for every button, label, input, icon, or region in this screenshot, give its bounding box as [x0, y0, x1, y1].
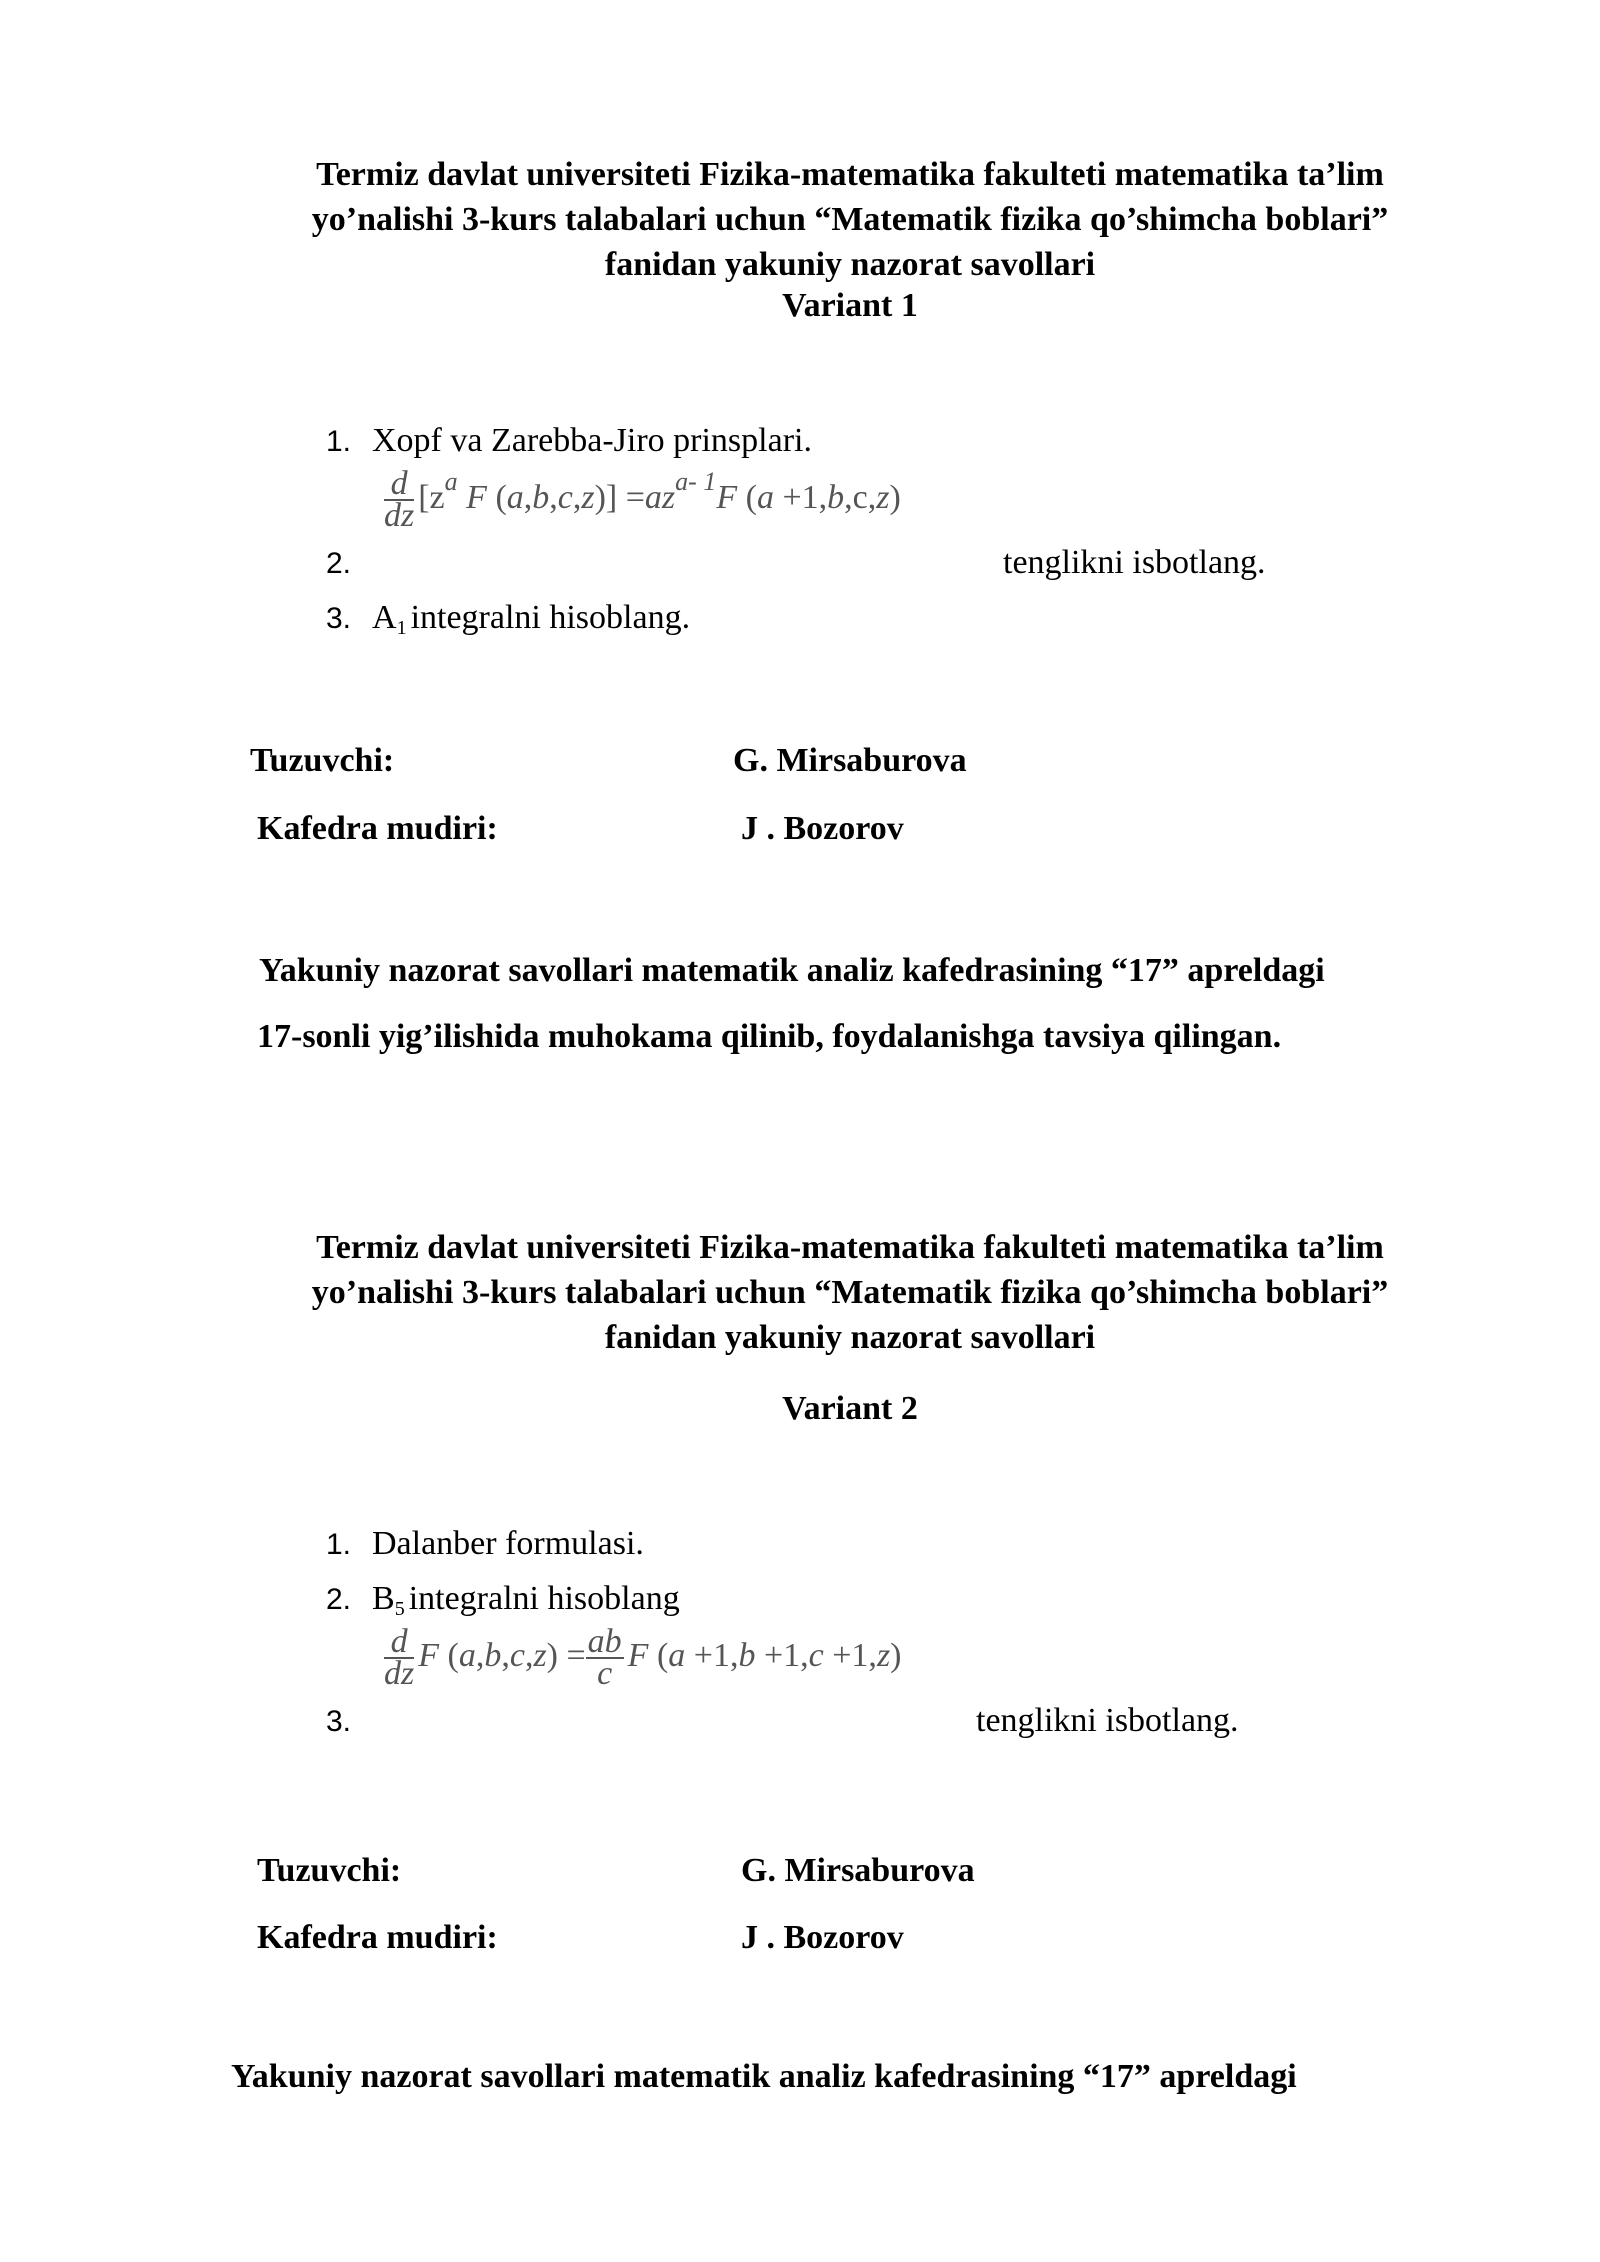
v1-q3-symbol: A	[372, 599, 397, 636]
v1-question-3	[326, 597, 690, 649]
header-2-line-2: yo’nalishi 3-kurs talabalari uchun “Matematik fizika qo’shimcha boblari”	[311, 1274, 1389, 1311]
v2-formula-coefficient: $\frac{ab}{c}$	[587, 1623, 622, 1692]
v2-q3-number: 3.	[326, 1705, 352, 1738]
v1-compiler-label: Tuzuvchi:	[250, 742, 395, 779]
v2-compiler-label: Tuzuvchi:	[257, 1852, 402, 1889]
v2-question-2	[326, 1578, 680, 1630]
header-2-line-3: fanidan yakuniy nazorat savollari	[604, 1319, 1096, 1356]
header-line-2: yo’nalishi 3-kurs talabalari uchun “Matematik fizika qo’shimcha boblari”	[311, 201, 1389, 238]
v1-head-name: J . Bozorov	[741, 810, 904, 847]
v1-approval-line-1: Yakuniy nazorat savollari matematik analiz kafedrasining “17” apreldagi	[259, 952, 1325, 989]
variant-1-title: Variant 1	[782, 287, 918, 324]
v1-q3-text: integralni hisoblang.	[410, 599, 691, 636]
v1-question-1	[326, 420, 812, 463]
header-block-2	[0, 1225, 1600, 1360]
v2-head-label: Kafedra mudiri:	[257, 1919, 498, 1956]
v1-head-label: Kafedra mudiri:	[257, 810, 498, 847]
v1-q1-text: Xopf va Zarebba-Jiro prinsplari.	[372, 422, 812, 459]
header-line-1: Termiz davlat universiteti Fizika-matematika fakulteti matematika ta’lim	[316, 156, 1384, 193]
v1-formula: $\frac{d}{dz}$ [$z^a$ F $(a,b,c,z)] =az^{a- 1}F$ (a +1,b,c,z)	[384, 465, 901, 535]
v1-q3-subscript: 1	[396, 617, 407, 639]
v1-approval-line-2: 17-sonli yig’ilishida muhokama qilinib, foydalanishga tavsiya qilingan.	[257, 1018, 1282, 1055]
v1-q3-number: 3.	[326, 602, 352, 635]
v2-compiler-name: G. Mirsaburova	[741, 1852, 975, 1889]
v2-q2-text: integralni hisoblang	[408, 1580, 680, 1617]
v2-q1-text: Dalanber formulasi.	[372, 1525, 644, 1562]
v1-q1-number: 1.	[326, 425, 352, 458]
variant-2-title: Variant 2	[782, 1390, 918, 1427]
v2-q2-symbol: B	[372, 1580, 395, 1617]
v2-question-3	[326, 1700, 372, 1743]
v1-compiler-name: G. Mirsaburova	[733, 742, 967, 779]
v1-q2-text: tenglikni isbotlang.	[1003, 544, 1266, 581]
v2-q2-subscript: 5	[394, 1598, 405, 1620]
v2-question-1	[326, 1523, 644, 1566]
v1-question-2	[326, 542, 372, 585]
v1-formula-derivative: $\frac{d}{dz}$	[384, 465, 415, 535]
v2-q1-number: 1.	[326, 1528, 352, 1561]
v2-head-name: J . Bozorov	[741, 1919, 904, 1956]
v2-formula-derivative: $\frac{d}{dz}$	[384, 1623, 415, 1692]
header-2-line-1: Termiz davlat universiteti Fizika-matematika fakulteti matematika ta’lim	[316, 1229, 1384, 1266]
v2-formula: $\frac{d}{dz}$ F (a,b,c,z) = $\frac{ab}{c}$ F (a +1,b +1,c +1,z)	[384, 1623, 902, 1692]
v1-q2-number: 2.	[326, 547, 352, 580]
v2-q2-number: 2.	[326, 1583, 352, 1616]
header-line-3: fanidan yakuniy nazorat savollari	[604, 246, 1096, 283]
header-block-1	[0, 152, 1600, 287]
v2-approval-line-1: Yakuniy nazorat savollari matematik analiz kafedrasining “17” apreldagi	[231, 2058, 1297, 2095]
v2-q3-text: tenglikni isbotlang.	[976, 1702, 1239, 1739]
